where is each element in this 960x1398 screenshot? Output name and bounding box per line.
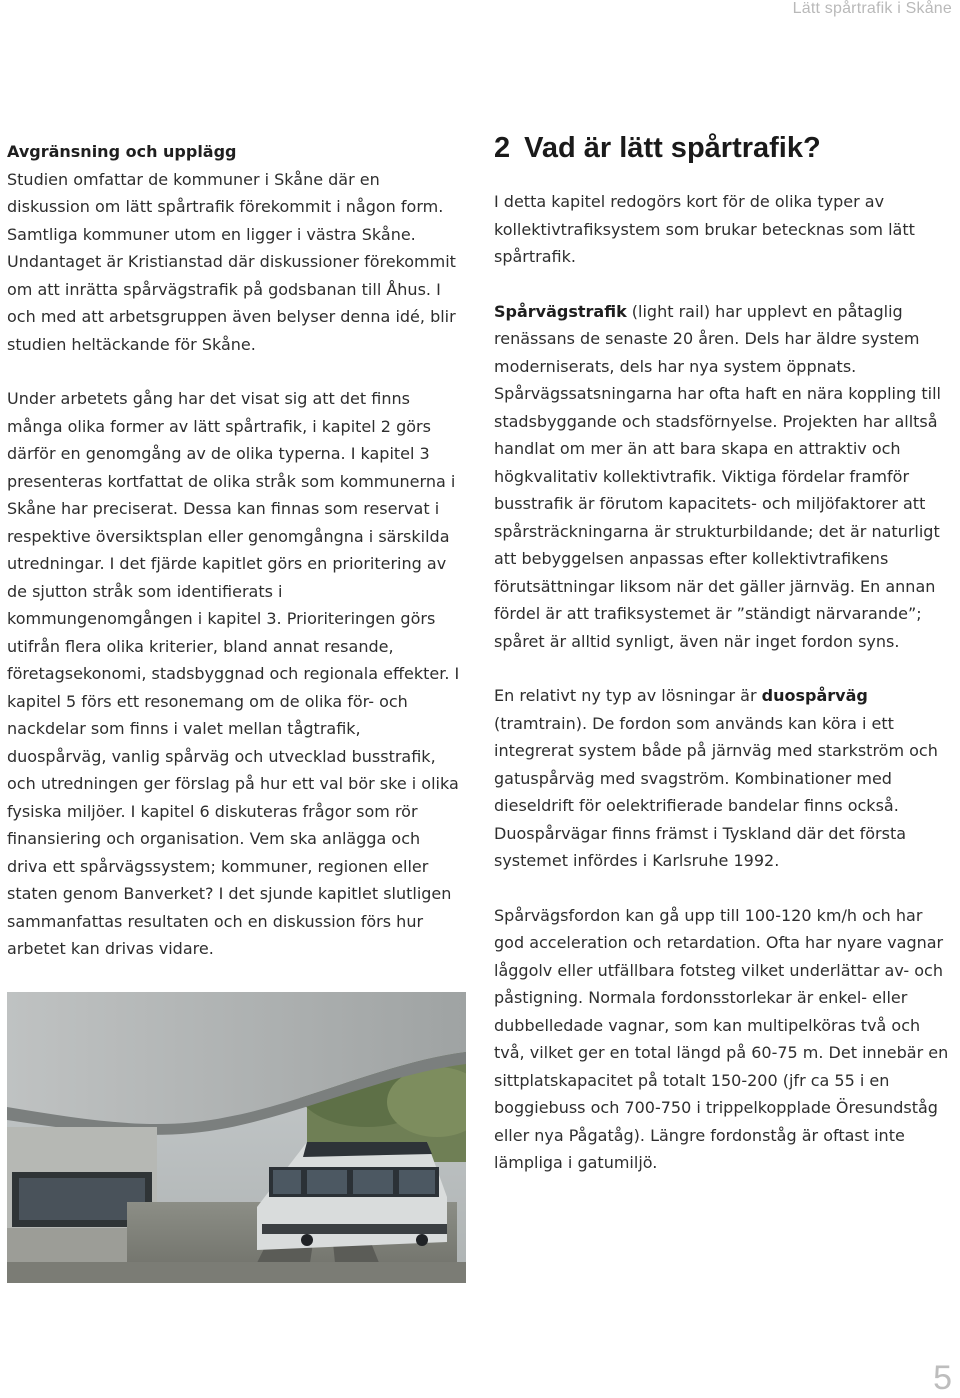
section-heading: Avgränsning och upplägg <box>7 142 237 161</box>
right-column <box>494 128 949 1177</box>
light-rail-term: Spårvägstrafik <box>494 301 627 321</box>
tram-photo <box>7 992 466 1283</box>
chapter-intro: I detta kapitel redogörs kort för de olika typer av kollektivtrafiksystem som brukar betecknas som lätt spårtrafik. <box>494 192 915 266</box>
chapter-title: Vad är lätt spårtrafik? <box>524 132 821 164</box>
duo-term: duospårväg <box>761 686 868 705</box>
page-number: 5 <box>933 1359 952 1397</box>
paragraph-structure: Under arbetets gång har det visat sig att det finns många olika former av lätt spårtrafik, i kapitel 2 görs därför en genomgång av de olika typerna. I kapitel 3 presenteras kortfattat de olika stråk som kommunerna i Skåne har preciserat. Dessa kan finnas som reservat i respektive översiktsplan eller genomgångna i särskilda utredningar. I det fjärde kapitlet görs en prioritering av de sjutton stråk som identifierats i kommungenomgången i kapitel 3. Prioriteringen görs utifrån flera olika kriterier, bland annat resande, företagsekonomi, stadsbyggnad och regionala effekter. I kapitel 5 förs ett resonemang om de olika för- och nackdelar som finns i valet mellan tågtrafik, duospårväg, vanlig spårväg och utvecklad busstrafik, och utredningen ger förslag på hur ett val bör ske i olika fysiska miljöer. I kapitel 6 diskuteras frågor som rör finansiering och organisation. Vem ska anlägga och driva ett spårvägssystem; kommuner, regionen eller staten genom Banverket? I det sjunde kapitlet slutligen sammanfattas resultaten och en diskussion förs hur arbetet kan drivas vidare. <box>7 389 460 958</box>
chapter-heading <box>494 128 949 168</box>
paragraph-light-rail <box>494 298 949 656</box>
paragraph-vehicles: Spårvägsfordon kan gå upp till 100-120 km/h och har god acceleration och retardation. Ofta har nyare vagnar låggolv eller utfällbara fotsteg vilket underlättar av- och påstigning. Normala fordonsstorlekar är enkel- eller dubbelledade vagnar, som kan multipelköras två och två, vilket ger en total längd på 60-75 m. Det innebär en sittplatskapacitet på totalt 150-200 (jfr ca 55 i en boggiebuss och 700-750 i trippelkopplade Öresundståg eller nya Pågatåg). Längre fordonståg är oftast inte lämpliga i gatumiljö. <box>494 905 949 1172</box>
left-column <box>7 138 462 963</box>
light-rail-text: (light rail) har upplevt en påtaglig renässans de senaste 20 åren. Dels har äldre system moderniserats, dels har nya system öppnats. Spårvägssatsningarna har ofta haft en nära koppling till stadsbyggande och stadsförnyelse. Projekten har alltså handlat om mer än att bara skapa en attraktiv och högkvalitativ kollektivtrafik. Viktiga fördelar framför busstrafik är förutom kapacitets- och miljöfaktorer att spårsträckningarna är strukturbildande; det är naturligt att bebyggelsen anpassas efter kollektivtrafikens förutsättningar liksom när det gäller järnväg. En annan fördel är att trafiksystemet är ”ständigt närvarande”; spåret är alltid synligt, även när inget fordon syns. <box>494 301 941 651</box>
paragraph-duo <box>494 682 949 875</box>
duo-prefix: En relativt ny typ av lösningar är <box>494 686 762 705</box>
duo-text: (tramtrain). De fordon som används kan köra i ett integrerat system både på järnväg med starkström och gatuspårväg med svagström. Kombinationer med dieseldrift för oelektrifierade bandelar finns också. Duospårvägar finns främst i Tyskland där det första systemet infördes i Karlsruhe 1992. <box>494 713 938 870</box>
running-header: Lätt spårtrafik i Skåne <box>792 0 952 17</box>
chapter-number: 2 <box>494 132 511 164</box>
paragraph-scope: Studien omfattar de kommuner i Skåne där en diskussion om lätt spårtrafik förekommit i någon form. Samtliga kommuner utom en ligger i västra Skåne. Undantaget är Kristianstad där diskussioner förekommit om att inrätta spårvägstrafik på godsbanan till Åhus. I och med att arbetsgruppen även belyser denna idé, blir studien heltäckande för Skåne. <box>7 169 456 354</box>
